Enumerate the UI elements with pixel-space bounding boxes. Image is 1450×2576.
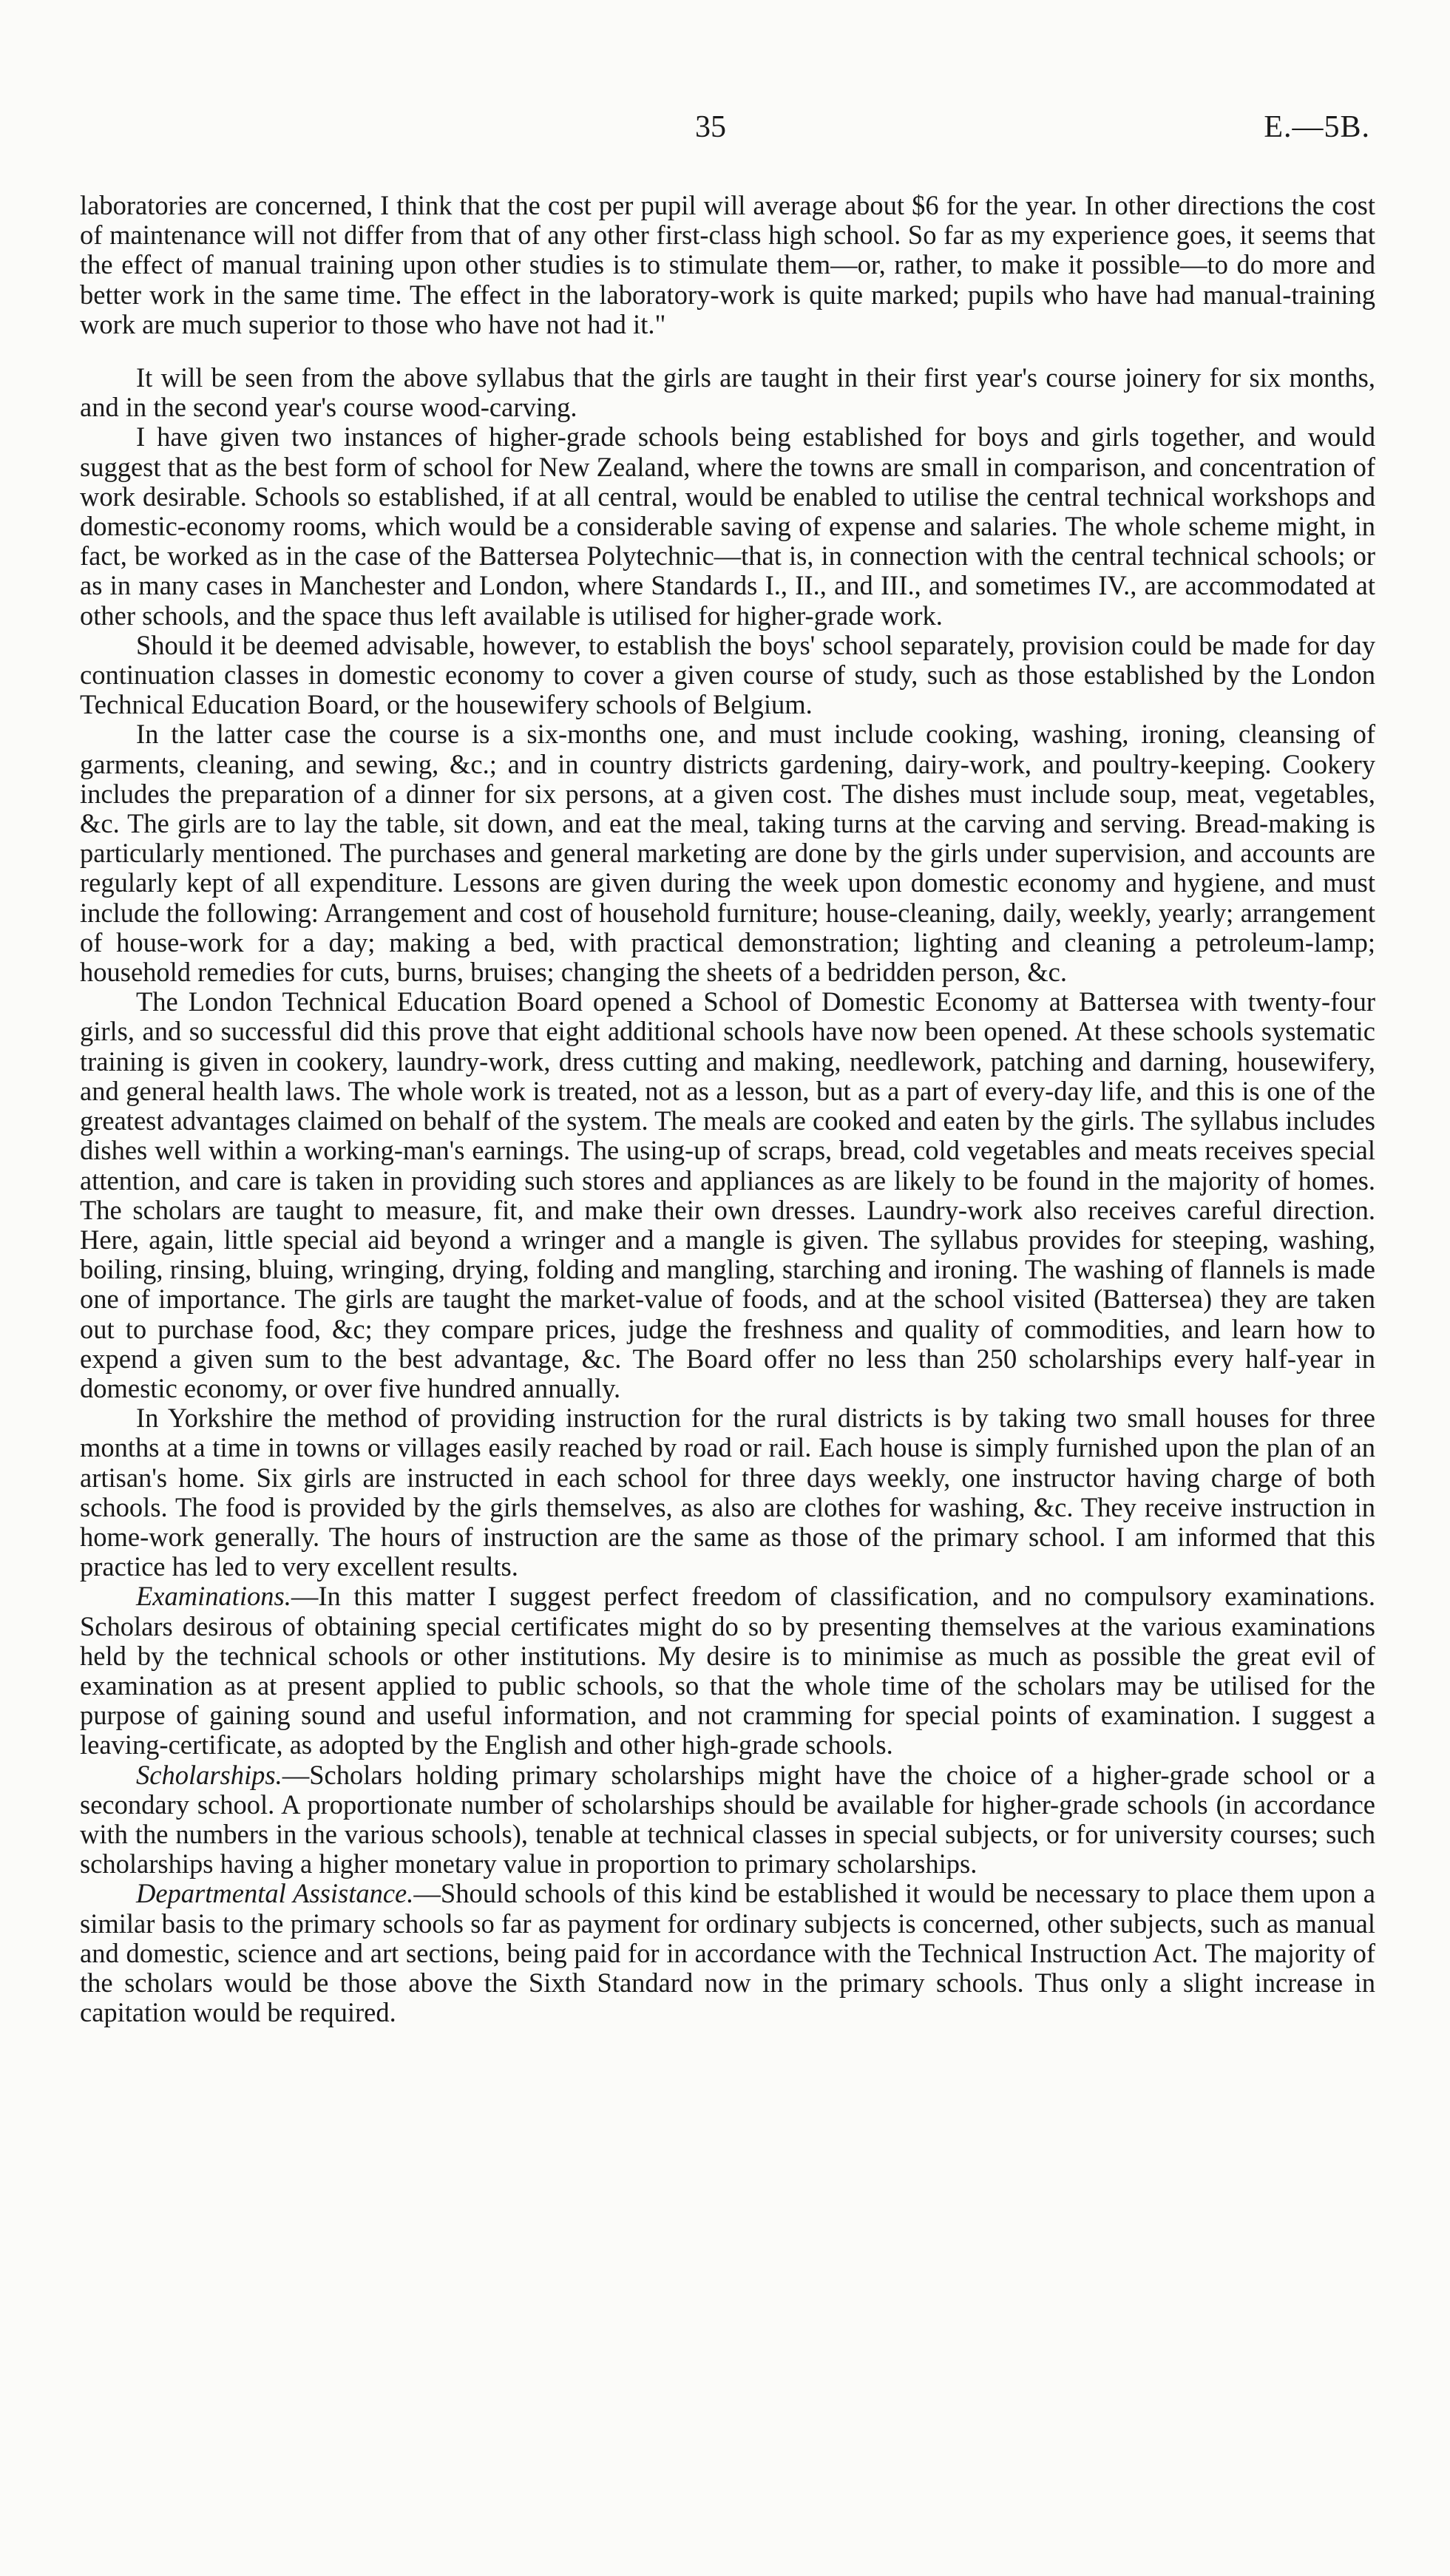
paragraph-syllabus: It will be seen from the above syllabus that the girls are taught in their first year's course joinery for six months, and in the second year's course wood-carving. bbox=[80, 362, 1375, 423]
text-departmental-assistance: —Should schools of this kind be established it would be necessary to place them upon a similar basis to the primary schools so far as payment for ordinary subjects is concerned, other subjects, such as manual and domestic, science and art sections, being paid for in accordance with the Technical Instruction Act. The majority of the scholars would be those above the Sixth Standard now in the primary schools. Thus only a slight increase in capitation would be required. bbox=[80, 1878, 1375, 2028]
paragraph-higher-grade-schools: I have given two instances of higher-grade schools being established for boys and girls together, and would suggest that as the best form of school for New Zealand, where the towns are small in comparison, and concentration of work desirable. Schools so established, if at all central, would be enabled to utilise the central technical workshops and domestic-economy rooms, which would be a considerable saving of expense and salaries. The whole scheme might, in fact, be worked as in the case of the Battersea Polytechnic—that is, in connection with the central technical schools; or as in many cases in Manchester and London, where Standards I., II., and III., and sometimes IV., are accommodated at other schools, and the space thus left available is utilised for higher-grade work. bbox=[80, 421, 1375, 631]
paragraph-boys-school: Should it be deemed advisable, however, to establish the boys' school separately, provision could be made for day continuation classes in domestic economy to cover a given course of study, such as those established by the London Technical Education Board, or the housewifery schools of Belgium. bbox=[80, 629, 1375, 720]
section-reference: E.—5B. bbox=[1264, 110, 1370, 144]
paragraph-london-board: The London Technical Education Board opened a School of Domestic Economy at Battersea with twenty-four girls, and so successful did this prove that eight additional schools have now been opened. At these schools systematic training is given in cookery, laundry-work, dress cutting and making, needlework, patching and darning, housewifery, and general health laws. The whole work is treated, not as a lesson, but as a part of every-day life, and this is one of the greatest advantages claimed on behalf of the system. The meals are cooked and eaten by the girls. The syllabus includes dishes well within a working-man's earnings. The using-up of scraps, bread, cold vegetables and meats receives special attention, and care is taken in providing such stores and appliances as are likely to be found in the majority of homes. The scholars are taught to measure, fit, and make their own dresses. Laundry-work also receives careful direction. Here, again, little special aid beyond a wringer and a mangle is given. The syllabus provides for steeping, washing, boiling, rinsing, bluing, wringing, drying, folding and mangling, starching and ironing. The washing of flannels is made one of importance. The girls are taught the market-value of foods, and at the school visited (Battersea) they are taken out to purchase food, &c; they compare prices, judge the freshness and quality of commodities, and learn how to expend a given sum to the best advantage, &c. The Board offer no less than 250 scholarships every half-year in domestic economy, or over five hundred annually. bbox=[80, 986, 1375, 1403]
page-header bbox=[0, 109, 1450, 154]
heading-scholarships: Scholarships. bbox=[136, 1759, 282, 1790]
paragraph-yorkshire: In Yorkshire the method of providing instruction for the rural districts is by taking two small houses for three months at a time in towns or villages easily reached by road or rail. Each house is simply furnished upon the plan of an artisan's home. Six girls are instructed in each school for three days weekly, one instructor having charge of both schools. The food is provided by the girls themselves, as also are clothes for washing, &c. They receive instruction in home-work generally. The hours of instruction are the same as those of the primary school. I am informed that this practice has led to very excellent results. bbox=[80, 1403, 1375, 1582]
text-scholarships: —Scholars holding primary scholarships might have the choice of a higher-grade school or a secondary school. A proportionate number of scholarships should be available for higher-grade schools (in accordance with the numbers in the various schools), tenable at technical classes in special subjects, or for university courses; such scholarships having a higher monetary value in proportion to primary scholarships. bbox=[80, 1759, 1375, 1880]
paragraph-examinations bbox=[80, 1582, 1375, 1760]
text-examinations: —In this matter I suggest perfect freedom of classification, and no compulsory examinations. Scholars desirous of obtaining special certificates might do so by presenting themselves at the various examinations held by the technical schools or other institutions. My desire is to minimise as much as possible the great evil of examination as at present applied to public schools, so that the whole time of the scholars may be utilised for the purpose of gaining sound and useful information, and not cramming for special points of examination. I suggest a leaving-certificate, as adopted by the English and other high-grade schools. bbox=[80, 1581, 1375, 1760]
heading-examinations: Examinations. bbox=[136, 1581, 291, 1612]
page-number: 35 bbox=[695, 110, 726, 144]
heading-departmental-assistance: Departmental Assistance. bbox=[136, 1878, 414, 1909]
paragraph-departmental-assistance bbox=[80, 1879, 1375, 2027]
body-text bbox=[80, 191, 1375, 2027]
paragraph-six-months-course: In the latter case the course is a six-months one, and must include cooking, washing, ironing, cleansing of garments, cleaning, and sewing, &c.; and in country districts gardening, dairy-work, and poultry-keeping. Cookery includes the preparation of a dinner for six persons, at a given cost. The dishes must include soup, meat, vegetables, &c. The girls are to lay the table, sit down, and eat the meal, taking turns at the carving and serving. Bread-making is particularly mentioned. The purchases and general marketing are done by the girls under supervision, and accounts are regularly kept of all expenditure. Lessons are given during the week upon domestic economy and hygiene, and must include the following: Arrangement and cost of household furniture; house-cleaning, daily, weekly, yearly; arrangement of house-work for a day; making a bed, with practical demonstration; lighting and cleaning a petroleum-lamp; household remedies for cuts, burns, bruises; changing the sheets of a bedridden person, &c. bbox=[80, 719, 1375, 988]
paragraph-laboratories: laboratories are concerned, I think that the cost per pupil will average about $6 for the year. In other directions the cost of maintenance will not differ from that of any other first-class high school. So far as my experience goes, it seems that the effect of manual training upon other studies is to stimulate them—or, rather, to make it possible—to do more and better work in the same time. The effect in the laboratory-work is quite marked; pupils who have had manual-training work are much superior to those who have not had it." bbox=[80, 190, 1375, 339]
paragraph-scholarships bbox=[80, 1760, 1375, 1880]
